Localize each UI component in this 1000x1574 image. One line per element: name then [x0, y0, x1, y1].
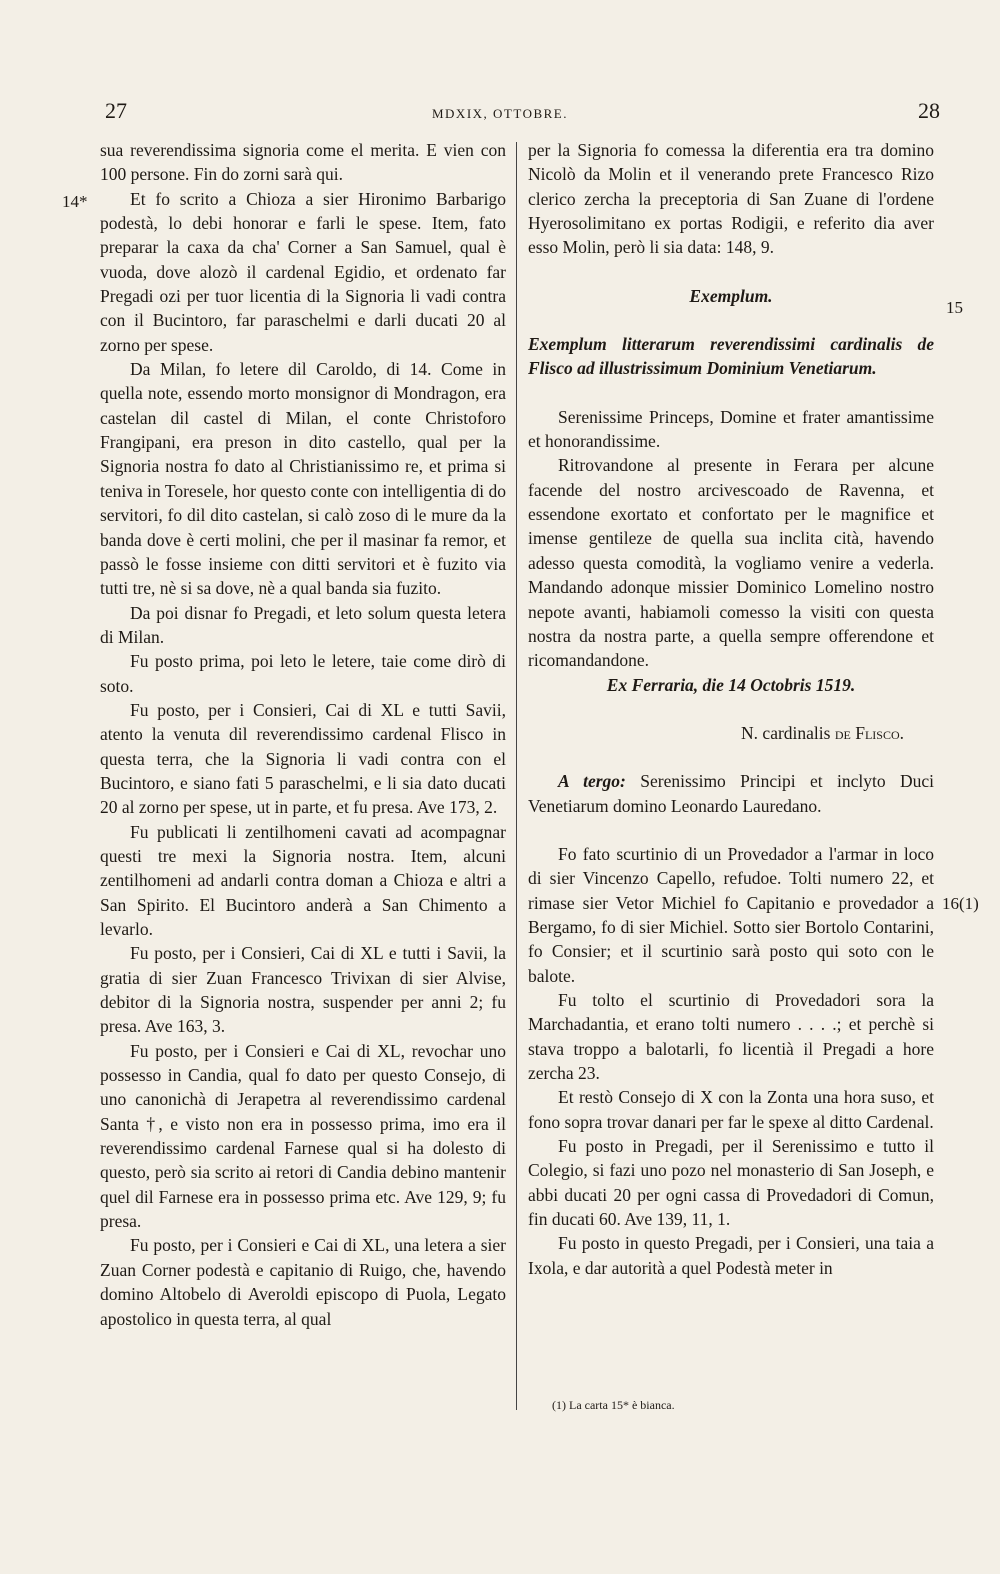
right-column: [528, 138, 934, 1280]
letter-body: Ritrovandone al presente in Ferara per alcune facende del nostro arcivescoado de Ravenna, et essendone exortato et confortato per le magnifice et imense gentileze de quella sua inclita cità, havendo adesso questa comodità, la vogliamo venire a vederla. Mandando adonque missier Dominico Lomelino nostro nepote avanti, habiamoli comesso la visiti con questa nostra da nostra parte, a quella sempre offerendone et ricomandandone.: [528, 455, 934, 671]
page-number-left: 27: [105, 98, 127, 123]
column-divider: [516, 142, 517, 1410]
paragraph: Fu posto in questo Pregadi, per i Consieri, una taia a Ixola, e dar autorità a quel Podestà meter in: [528, 1233, 934, 1278]
left-column: [100, 138, 506, 1331]
paragraph: Da poi disnar fo Pregadi, et leto solum questa letera di Milan.: [100, 602, 506, 647]
paragraph: Fu posto, per i Consieri e Cai di XL, revochar uno possesso in Candia, qual fo dato per questo Consejo, di uno canonichà di Jerapetra al reverendissimo cardenal Santa †, e visto non era in possesso prima, imo era il reverendissimo cardenal Farnese qual si ha dolesto di questo, però sia scrito ai retori di Candia debino mantenir quel dil Farnese era in possesso prima etc. Ave 129, 9; fu presa.: [100, 1040, 506, 1232]
paragraph: Fu posto in Pregadi, per il Serenissimo e tutto il Colegio, si fazi uno pozo nel monasterio di San Joseph, e abbi ducati 20 per ogni cassa di Provedadori di Comun, fin ducati 60. Ave 139, 11, 1.: [528, 1136, 934, 1230]
page-number-right: 28: [918, 98, 940, 123]
letter-address: A tergo: Serenissimo Principi et inclyto Duci Venetiarum domino Leonardo Lauredano.: [528, 771, 934, 816]
paragraph: sua reverendissima signoria come el merita. E vien con 100 persone. Fin do zorni sarà qui.: [100, 140, 506, 185]
letter-signature: N. cardinalis de Flisco.: [741, 722, 904, 743]
paragraph: Fu tolto el scurtinio di Provedadori sora la Marchadantia, et erano tolti numero . . . .; et perchè si stava troppo a balotarli, fo licentià il Pregadi a hore zercha 23.: [528, 989, 934, 1083]
paragraph: Fo fato scurtinio di un Provedador a l'armar in loco di sier Vincenzo Capello, refudoe. Tolti numero 22, et rimase sier Vetor Michiel fo Capitanio e provedador a Bergamo, fo di sier Michiel. Sotto sier Bortolo Contarini, fo Consier; et il scurtinio sarà posto qui soto con le balote.: [528, 843, 934, 986]
margin-note-16: 16(1): [942, 894, 979, 913]
letter-dateline: Ex Ferraria, die 14 Octobris 1519.: [606, 674, 856, 695]
paragraph: Da Milan, fo letere dil Caroldo, di 14. Come in quella note, essendo morto monsignor di Mondragon, era castelan dil castel di Milan, el conte Christoforo Frangipani, era preson in dito castello, qual per la Signoria nostra fo dato al Christianissimo re, et prima si teniva in Toresele, hor questo conte con intelligentia di do servitori, fo dil dito castelan, si calò zoso di le mure da la banda dove è certi molini, che per il masinar fa remor, et passò le fosse insieme con ditti servitori et è fuzito via tutti tre, nè si sa dove, nè a qual banda sia fuzito.: [100, 359, 506, 599]
paragraph: Fu posto, per i Consieri e Cai di XL, una letera a sier Zuan Corner podestà e capitanio di Ruigo, che, havendo domino Altobelo di Averoldi episcopo di Puola, Legato apostolico in questa terra, al qual: [100, 1235, 506, 1329]
paragraph: per la Signoria fo comessa la diferentia era tra domino Nicolò da Molin et il venerando prete Francesco Rizo clerico zercha la preceptoria di San Zuane di l'ordene Hyerosolimitano ex portas Rodigii, e referito dia aver esso Molin, però li sia data: 148, 9.: [528, 140, 934, 258]
exemplum-heading: Exemplum.: [689, 285, 773, 306]
paragraph: Fu publicati li zentilhomeni cavati ad acompagnar questi tre mexi la Signoria nostra. Item, alcuni zentilhomeni ad andarli contra doman a Chioza e altri a San Spirito. El Bucintoro anderà a San Chimento a levarlo.: [100, 821, 506, 939]
paragraph: Et restò Consejo di X con la Zonta una hora suso, et fono sopra trovar danari per far le spexe al ditto Cardenal.: [528, 1087, 934, 1132]
letter-salutation: Serenissime Princeps, Domine et frater amantissime et honorandissime.: [528, 406, 934, 452]
paragraph: Et fo scrito a Chioza a sier Hironimo Barbarigo podestà, lo debi honorar e farli le spese. Item, fato preparar la caxa da cha' Corner a San Samuel, qual è vuoda, dove alozò il cardenal Egidio, et ordenato far Pregadi ozi per tuor licentia di la Signoria li vadi contra con il Bucintoro, far paraschelmi e darli ducati 20 al zorno per spese.: [100, 188, 506, 355]
paragraph: Fu posto prima, poi leto le letere, taie come dirò di soto.: [100, 651, 506, 696]
paragraph: Fu posto, per i Consieri, Cai di XL e tutti i Savii, la gratia di sier Zuan Francesco Trivixan di sier Alvise, debitor di la Signoria nostra, suspender per anni 2; fu presa. Ave 163, 3.: [100, 943, 506, 1037]
footnote: (1) La carta 15* è bianca.: [552, 1398, 675, 1412]
paragraph: Fu posto, per i Consieri, Cai di XL e tutti Savii, atento la venuta dil reverendissimo cardenal Flisco in questa terra, che la Signoria li vadi contra con el Bucintoro, e siano fati 5 paraschelmi, e li sia dato ducati 20 al zorno per spese, ut in parte, et fu presa. Ave 173, 2.: [100, 699, 506, 818]
margin-note-15: 15: [946, 298, 963, 317]
running-title: MDXIX, OTTOBRE.: [431, 106, 568, 121]
letter-title: Exemplum litterarum reverendissimi cardinalis de Flisco ad illustrissimum Dominium Venetiarum.: [528, 334, 934, 379]
margin-note-14: 14*: [62, 192, 88, 211]
